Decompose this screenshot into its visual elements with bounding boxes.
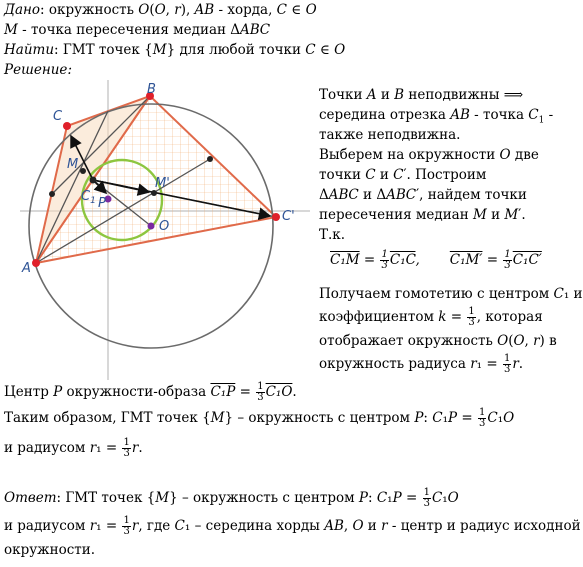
find-label: Найти (4, 42, 55, 58)
solution-label: Решение: (4, 62, 72, 78)
given-line-2: 𝑀 - точка пересечения медиан Δ𝐴𝐵𝐶 (4, 22, 271, 38)
right-line-5: точки 𝐶 и 𝐶′. Построим (319, 167, 487, 183)
point-c (63, 122, 71, 130)
point-o (148, 223, 155, 230)
find-line (4, 42, 345, 58)
point-a (32, 259, 40, 267)
right-line-11: коэффициентом 𝑘 = $\frac{1}{3}$ , которая (319, 306, 543, 328)
right-line-8: Т.к. (319, 227, 346, 243)
given-text-1: : окружность 𝑂(𝑂, 𝑟), 𝐴𝐵 - хорда, 𝐶 ∈ 𝑂 (40, 2, 317, 18)
point-m (80, 168, 86, 174)
point-cprime (272, 213, 280, 221)
point-mid-bcprime (207, 156, 213, 162)
right-line-13: окружность радиуса 𝑟₁ = $\frac{1}{3}$ 𝑟. (319, 353, 524, 375)
answer-line: Ответ: ГМТ точек {𝑀} – окружность с центром 𝑃: 𝐶₁𝑃 = $\frac{1}{3}$ 𝐶₁𝑂 (4, 487, 459, 509)
label-cprime: C' (282, 209, 295, 224)
locus-line: Таким образом, ГМТ точек {𝑀} – окружность с центром 𝑃: 𝐶₁𝑃 = $\frac{1}{3}$ 𝐶₁𝑂 (4, 407, 515, 429)
point-c1 (90, 177, 97, 184)
label-c: C (53, 109, 63, 124)
right-line-2: середина отрезка 𝐴𝐵 - точка 𝐶$_1$ - (319, 107, 554, 126)
right-line-7: пересечения медиан 𝑀 и 𝑀′. (319, 207, 526, 223)
right-line-10: Получаем гомотетию с центром 𝐶₁ и (319, 286, 583, 302)
right-line-4: Выберем на окружности 𝑂 две (319, 147, 539, 163)
label-p: P (98, 196, 106, 211)
find-text: : ГМТ точек {𝑀} для любой точки 𝐶 ∈ 𝑂 (54, 42, 346, 58)
label-b: B (147, 82, 156, 97)
right-line-3: также неподвижна. (319, 127, 461, 143)
answer-label: Ответ (4, 490, 57, 506)
answer-line-2: и радиусом 𝑟₁ = $\frac{1}{3}$ 𝑟, где 𝐶₁ – середина хорды 𝐴𝐵, 𝑂 и 𝑟 - центр и радиус исходной (4, 515, 581, 537)
point-mid-ac (49, 191, 55, 197)
right-line-1: Точки 𝐴 и 𝐵 неподвижны ⟹ (319, 87, 524, 103)
label-mprime: M' (155, 176, 170, 191)
right-line-6: Δ𝐴𝐵𝐶 и Δ𝐴𝐵𝐶′, найдем точки (319, 187, 527, 203)
label-c1: $C_1$ (81, 189, 96, 206)
geometry-figure (20, 80, 310, 380)
given-line-1 (4, 2, 317, 18)
vector-equation: C₁M = $\frac{1}{3}$ C₁C, C₁M′ = $\frac{1}{3}$ C₁C′ (330, 249, 542, 271)
label-a: A (22, 261, 31, 276)
label-m: M (67, 157, 79, 172)
label-o: O (159, 219, 170, 234)
radius-line: и радиусом 𝑟₁ = $\frac{1}{3}$ 𝑟. (4, 437, 143, 459)
right-line-12: отображает окружность 𝑂(𝑂, 𝑟) в (319, 333, 557, 349)
center-line: Центр 𝑃 окружности-образа C₁P = $\frac{1}{3}$ C₁O. (4, 381, 297, 403)
answer-line-3: окружности. (4, 542, 96, 558)
given-label: Дано (4, 2, 41, 18)
